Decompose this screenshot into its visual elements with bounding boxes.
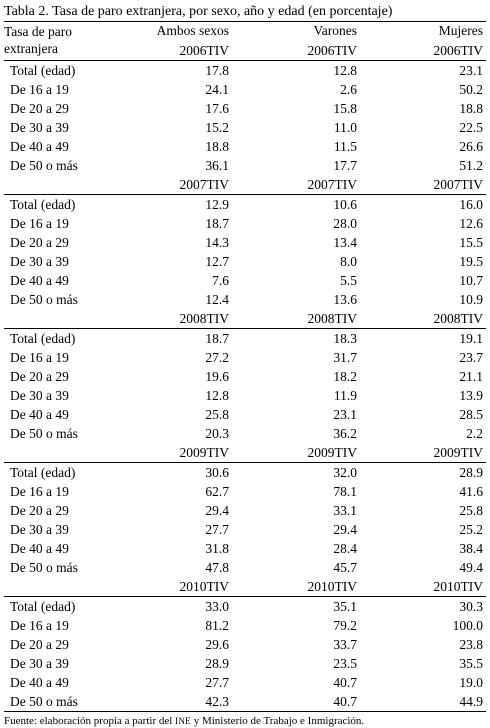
cell-value: 23.5 bbox=[333, 656, 357, 671]
cell-value: 13.9 bbox=[459, 388, 483, 403]
row-label: De 16 a 19 bbox=[10, 82, 69, 97]
cell-value: 81.2 bbox=[205, 618, 229, 633]
row-label: De 50 o más bbox=[4, 692, 122, 712]
row-label: Total (edad) bbox=[4, 329, 122, 349]
cell-value: 30.6 bbox=[122, 463, 232, 483]
source-note bbox=[4, 714, 486, 728]
cell-value: 11.0 bbox=[333, 120, 357, 135]
cell-value: 38.4 bbox=[459, 541, 483, 556]
period-stub-cell bbox=[4, 175, 122, 195]
cell-value: 18.8 bbox=[459, 101, 483, 116]
table-row bbox=[4, 654, 486, 673]
source-ine: INE bbox=[175, 716, 191, 726]
cell-value: 44.9 bbox=[360, 692, 486, 712]
cell-value: 19.6 bbox=[205, 369, 229, 384]
cell-value: 36.2 bbox=[333, 426, 357, 441]
cell-value: 12.8 bbox=[205, 388, 229, 403]
table-caption: Tabla 2. Tasa de paro extranjera, por sexo, año y edad (en porcentaje) bbox=[4, 4, 393, 19]
cell-value: 28.4 bbox=[333, 541, 357, 556]
cell-value: 19.5 bbox=[459, 254, 483, 269]
row-label: De 16 a 19 bbox=[10, 216, 69, 231]
cell-value: 45.7 bbox=[333, 560, 357, 575]
cell-value: 33.7 bbox=[333, 637, 357, 652]
period-stub-cell bbox=[4, 577, 122, 597]
period-row bbox=[4, 443, 486, 463]
cell-value: 50.2 bbox=[459, 82, 483, 97]
table-row bbox=[4, 673, 486, 692]
row-label: De 50 o más bbox=[10, 292, 78, 307]
cell-value: 27.2 bbox=[205, 350, 229, 365]
row-label: De 30 a 39 bbox=[10, 254, 69, 269]
cell-value: 22.5 bbox=[459, 120, 483, 135]
period-label: 2006TIV bbox=[433, 43, 483, 58]
cell-value: 10.9 bbox=[459, 292, 483, 307]
cell-value: 42.3 bbox=[122, 692, 232, 712]
table-row bbox=[4, 597, 486, 617]
row-label: De 40 a 49 bbox=[10, 407, 69, 422]
row-label: De 20 a 29 bbox=[10, 235, 69, 250]
stub-header-line1: Tasa de paro bbox=[4, 24, 73, 39]
cell-value: 17.8 bbox=[122, 61, 232, 81]
cell-value: 79.2 bbox=[333, 618, 357, 633]
table-row bbox=[4, 233, 486, 252]
row-label: De 16 a 19 bbox=[10, 618, 69, 633]
row-label: De 30 a 39 bbox=[10, 522, 69, 537]
cell-value: 11.5 bbox=[333, 139, 357, 154]
unemployment-table bbox=[4, 22, 486, 712]
cell-value: 19.0 bbox=[459, 675, 483, 690]
cell-value: 18.8 bbox=[205, 139, 229, 154]
cell-value: 7.6 bbox=[212, 273, 229, 288]
table-row bbox=[4, 635, 486, 654]
cell-value: 17.7 bbox=[333, 158, 357, 173]
cell-value: 15.8 bbox=[333, 101, 357, 116]
table-row bbox=[4, 482, 486, 501]
cell-value: 5.5 bbox=[340, 273, 357, 288]
table-row bbox=[4, 616, 486, 635]
period-label: 2010TIV bbox=[433, 579, 483, 594]
table-row bbox=[4, 271, 486, 290]
cell-value: 13.6 bbox=[333, 292, 357, 307]
table-row bbox=[4, 386, 486, 405]
cell-value: 10.7 bbox=[459, 273, 483, 288]
row-label: De 20 a 29 bbox=[10, 503, 69, 518]
cell-value: 21.1 bbox=[459, 369, 483, 384]
cell-value: 29.4 bbox=[333, 522, 357, 537]
cell-value: 31.7 bbox=[333, 350, 357, 365]
cell-value: 23.7 bbox=[459, 350, 483, 365]
cell-value: 12.8 bbox=[232, 61, 360, 81]
cell-value: 33.1 bbox=[333, 503, 357, 518]
col-header-varones: Varones bbox=[313, 23, 357, 38]
row-label: Total (edad) bbox=[4, 195, 122, 215]
cell-value: 23.8 bbox=[459, 637, 483, 652]
cell-value: 8.0 bbox=[340, 254, 357, 269]
table-row bbox=[4, 348, 486, 367]
cell-value: 36.1 bbox=[205, 158, 229, 173]
cell-value: 33.0 bbox=[122, 597, 232, 617]
period-label: 2009TIV bbox=[179, 445, 229, 460]
cell-value: 18.7 bbox=[122, 329, 232, 349]
cell-value: 23.1 bbox=[360, 61, 486, 81]
cell-value: 20.3 bbox=[205, 426, 229, 441]
period-label: 2009TIV bbox=[307, 445, 357, 460]
row-label: De 50 o más bbox=[10, 560, 78, 575]
table-row bbox=[4, 252, 486, 271]
header-row bbox=[4, 22, 486, 41]
cell-value: 25.8 bbox=[459, 503, 483, 518]
period-label: 2008TIV bbox=[307, 311, 357, 326]
row-label: De 50 o más bbox=[10, 426, 78, 441]
cell-value: 13.4 bbox=[333, 235, 357, 250]
cell-value: 18.7 bbox=[205, 216, 229, 231]
period-label: 2007TIV bbox=[179, 177, 229, 192]
cell-value: 35.5 bbox=[459, 656, 483, 671]
cell-value: 28.9 bbox=[205, 656, 229, 671]
cell-value: 18.2 bbox=[333, 369, 357, 384]
table-row bbox=[4, 424, 486, 443]
cell-value: 100.0 bbox=[452, 618, 483, 633]
cell-value: 49.4 bbox=[459, 560, 483, 575]
row-label: De 40 a 49 bbox=[10, 541, 69, 556]
stub-header bbox=[4, 22, 122, 61]
table-row bbox=[4, 99, 486, 118]
row-label: De 16 a 19 bbox=[10, 484, 69, 499]
table-row bbox=[4, 156, 486, 175]
cell-value: 32.0 bbox=[232, 463, 360, 483]
cell-value: 12.4 bbox=[205, 292, 229, 307]
period-row bbox=[4, 577, 486, 597]
cell-value: 40.7 bbox=[232, 692, 360, 712]
cell-value: 35.1 bbox=[232, 597, 360, 617]
cell-value: 41.6 bbox=[459, 484, 483, 499]
row-label: De 30 a 39 bbox=[10, 388, 69, 403]
row-label: De 16 a 19 bbox=[10, 350, 69, 365]
table-row bbox=[4, 329, 486, 349]
period-label: 2007TIV bbox=[433, 177, 483, 192]
cell-value: 29.6 bbox=[205, 637, 229, 652]
table-row bbox=[4, 137, 486, 156]
period-row bbox=[4, 175, 486, 195]
table-row bbox=[4, 463, 486, 483]
table-body bbox=[4, 61, 486, 712]
cell-value: 11.9 bbox=[333, 388, 357, 403]
cell-value: 27.7 bbox=[205, 522, 229, 537]
cell-value: 12.9 bbox=[122, 195, 232, 215]
document bbox=[4, 3, 486, 728]
cell-value: 28.0 bbox=[333, 216, 357, 231]
cell-value: 51.2 bbox=[459, 158, 483, 173]
table-row bbox=[4, 692, 486, 712]
row-label: Total (edad) bbox=[4, 463, 122, 483]
cell-value: 2.2 bbox=[466, 426, 483, 441]
period-stub-cell bbox=[4, 309, 122, 329]
cell-value: 40.7 bbox=[333, 675, 357, 690]
cell-value: 27.7 bbox=[205, 675, 229, 690]
period-stub-cell bbox=[4, 443, 122, 463]
cell-value: 23.1 bbox=[333, 407, 357, 422]
cell-value: 2.6 bbox=[340, 82, 357, 97]
cell-value: 19.1 bbox=[360, 329, 486, 349]
cell-value: 28.9 bbox=[360, 463, 486, 483]
cell-value: 14.3 bbox=[205, 235, 229, 250]
cell-value: 15.5 bbox=[459, 235, 483, 250]
period-label: 2009TIV bbox=[433, 445, 483, 460]
row-label: De 40 a 49 bbox=[10, 273, 69, 288]
table-row bbox=[4, 367, 486, 386]
table-row bbox=[4, 80, 486, 99]
source-suffix: y Ministerio de Trabajo e Inmigración. bbox=[190, 715, 365, 727]
period-label: 2010TIV bbox=[179, 579, 229, 594]
table-row bbox=[4, 61, 486, 81]
cell-value: 18.3 bbox=[232, 329, 360, 349]
stub-header-line2: extranjera bbox=[4, 41, 58, 56]
period-label: 2007TIV bbox=[307, 177, 357, 192]
table-row bbox=[4, 520, 486, 539]
cell-value: 78.1 bbox=[333, 484, 357, 499]
cell-value: 31.8 bbox=[205, 541, 229, 556]
cell-value: 10.6 bbox=[232, 195, 360, 215]
row-label: De 40 a 49 bbox=[10, 675, 69, 690]
table-row bbox=[4, 195, 486, 215]
col-header-ambos: Ambos sexos bbox=[156, 23, 229, 38]
table-row bbox=[4, 214, 486, 233]
table-row bbox=[4, 539, 486, 558]
period-label: 2006TIV bbox=[307, 43, 357, 58]
period-label: 2006TIV bbox=[179, 43, 229, 58]
row-label: De 40 a 49 bbox=[10, 139, 69, 154]
row-label: De 30 a 39 bbox=[10, 120, 69, 135]
row-label: De 30 a 39 bbox=[10, 656, 69, 671]
cell-value: 12.7 bbox=[205, 254, 229, 269]
cell-value: 24.1 bbox=[205, 82, 229, 97]
row-label: Total (edad) bbox=[4, 61, 122, 81]
cell-value: 26.6 bbox=[459, 139, 483, 154]
cell-value: 12.6 bbox=[459, 216, 483, 231]
cell-value: 28.5 bbox=[459, 407, 483, 422]
cell-value: 17.6 bbox=[205, 101, 229, 116]
cell-value: 25.8 bbox=[205, 407, 229, 422]
period-label: 2008TIV bbox=[179, 311, 229, 326]
cell-value: 47.8 bbox=[205, 560, 229, 575]
cell-value: 15.2 bbox=[205, 120, 229, 135]
row-label: De 50 o más bbox=[10, 158, 78, 173]
table-row bbox=[4, 501, 486, 520]
table-row bbox=[4, 558, 486, 577]
col-header-mujeres: Mujeres bbox=[438, 23, 483, 38]
cell-value: 62.7 bbox=[205, 484, 229, 499]
period-label: 2010TIV bbox=[307, 579, 357, 594]
row-label: De 20 a 29 bbox=[10, 101, 69, 116]
table-row bbox=[4, 405, 486, 424]
cell-value: 30.3 bbox=[360, 597, 486, 617]
table-row bbox=[4, 118, 486, 137]
period-row bbox=[4, 309, 486, 329]
row-label: De 20 a 29 bbox=[10, 369, 69, 384]
source-prefix: Fuente: elaboración propia a partir del bbox=[4, 715, 176, 727]
cell-value: 29.4 bbox=[205, 503, 229, 518]
period-label: 2008TIV bbox=[433, 311, 483, 326]
cell-value: 25.2 bbox=[459, 522, 483, 537]
cell-value: 16.0 bbox=[360, 195, 486, 215]
row-label: Total (edad) bbox=[4, 597, 122, 617]
row-label: De 20 a 29 bbox=[10, 637, 69, 652]
table-row bbox=[4, 290, 486, 309]
